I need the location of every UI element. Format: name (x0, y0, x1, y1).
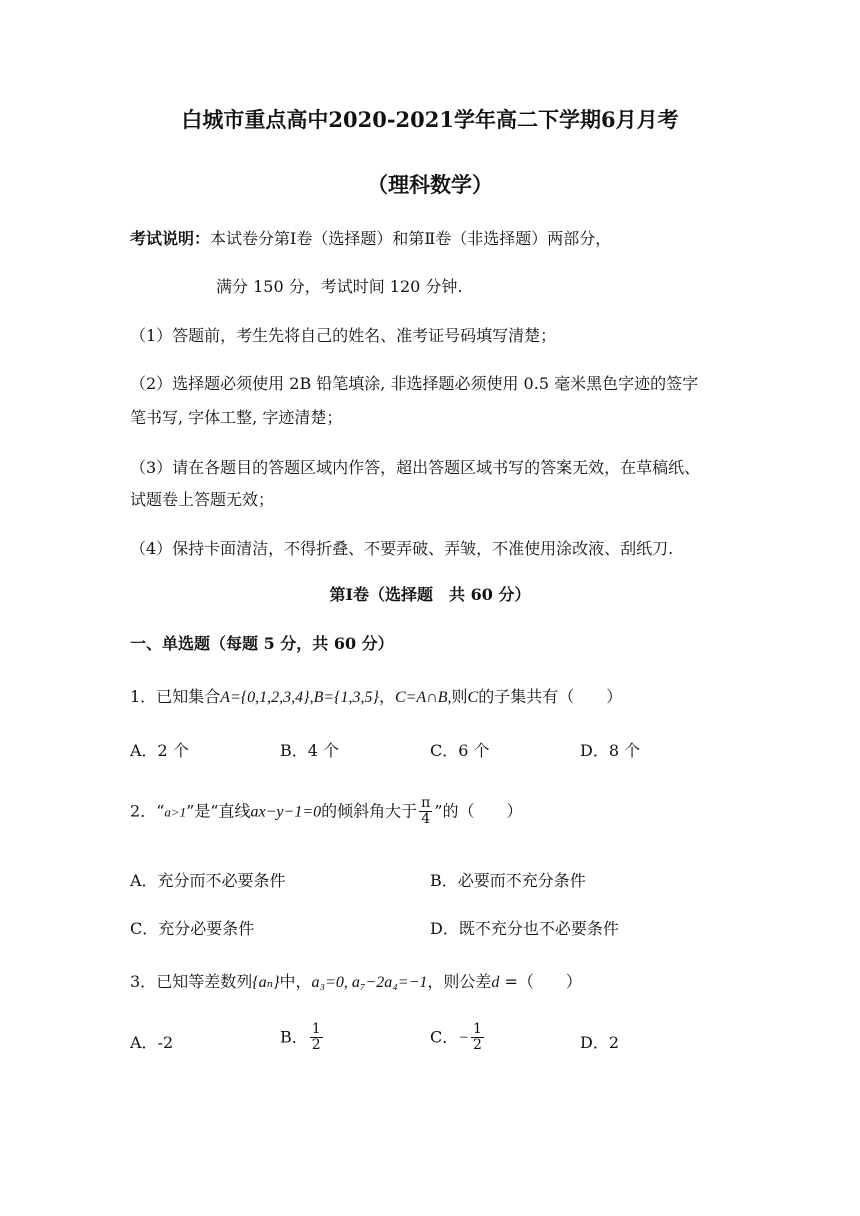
section-heading: 一、单选题（每题 5 分，共 60 分） (130, 634, 394, 653)
instructions-line1 (130, 229, 611, 248)
fraction-one-half (310, 1022, 323, 1054)
question-text: 中， (279, 972, 312, 991)
fraction-denominator: 4 (421, 811, 431, 828)
q3-option-c (430, 1022, 486, 1054)
math-sequence: {aₙ} (252, 974, 280, 991)
fraction-one-half (471, 1022, 484, 1054)
q1-option-c: C．6 个 (430, 741, 490, 760)
math-set-c: C=A∩B, (394, 689, 452, 706)
question-text: =（ ） (499, 972, 582, 991)
option-label: C． (430, 1027, 459, 1047)
question-2 (130, 796, 523, 828)
instructions-line2: 满分 150 分，考试时间 120 分钟. (216, 277, 463, 296)
fraction-numerator: 1 (473, 1021, 482, 1037)
question-1 (130, 687, 622, 707)
question-text: 的子集共有（ ） (478, 687, 623, 706)
instruction-item-4: （4）保持卡面清洁，不得折叠、不要弄破、弄皱，不准使用涂改液、刮纸刀. (130, 539, 674, 558)
math-line-equation: ax−y−1=0 (250, 803, 322, 821)
instruction-item-2b: 笔书写, 字体工整, 字迹清楚； (130, 408, 343, 427)
question-text: ，则公差 (427, 972, 492, 991)
q1-option-a: A．2 个 (130, 741, 189, 760)
question-text: 已知等差数列 (156, 972, 253, 991)
math-var: d (491, 974, 500, 991)
instruction-item-3b: 试题卷上答题无效； (130, 490, 275, 509)
question-3 (130, 972, 582, 992)
question-text: 则 (451, 687, 468, 706)
fraction-denominator: 2 (473, 1037, 482, 1054)
q2-option-d: D．既不充分也不必要条件 (430, 919, 619, 938)
question-number: 1． (130, 687, 157, 706)
question-text: 已知集合 (156, 687, 221, 706)
fraction-pi-over-4 (419, 796, 432, 828)
q2-option-c: C．充分必要条件 (130, 919, 255, 938)
instructions-label: 考试说明： (130, 229, 211, 248)
option-label: B． (280, 1027, 308, 1047)
question-text: “ (156, 801, 165, 821)
q3-option-b (280, 1022, 325, 1054)
q3-option-a: A．-2 (130, 1033, 174, 1052)
minus-sign: − (458, 1029, 470, 1047)
math-condition: a₃=0, a₇−2a₄=−1 (311, 974, 428, 991)
q1-option-b: B．4 个 (280, 741, 340, 760)
question-text: ， (378, 687, 395, 706)
fraction-numerator: π (421, 795, 431, 811)
q3-option-d: D．2 (580, 1033, 620, 1052)
instruction-item-3a: （3）请在各题目的答题区域内作答，超出答题区域书写的答案无效，在草稿纸、 (130, 458, 701, 477)
question-text: ”的（ ） (434, 801, 523, 821)
exam-subtitle: （理科数学） (367, 172, 493, 197)
math-var: C (467, 689, 479, 706)
question-number: 3． (130, 972, 157, 991)
part1-heading: 第Ⅰ卷（选择题 共 60 分） (329, 585, 531, 604)
instruction-item-1: （1）答题前，考生先将自己的姓名、准考证号码填写清楚； (130, 326, 557, 345)
instructions-text: 本试卷分第Ⅰ卷（选择题）和第Ⅱ卷（非选择题）两部分， (210, 229, 612, 248)
q1-option-d: D．8 个 (580, 741, 641, 760)
fraction-denominator: 2 (311, 1037, 321, 1054)
q2-option-b: B．必要而不充分条件 (430, 871, 586, 890)
question-text: ”是“直线 (186, 801, 251, 821)
math-set: A={0,1,2,3,4},B={1,3,5} (220, 689, 379, 706)
math-condition: a>1 (164, 804, 187, 820)
question-text: 的倾斜角大于 (321, 801, 418, 821)
exam-title: 白城市重点高中2020-2021学年高二下学期6月月考 (181, 107, 679, 132)
q2-option-a: A．充分而不必要条件 (130, 871, 286, 890)
question-number: 2． (130, 801, 157, 821)
fraction-numerator: 1 (311, 1021, 321, 1037)
instruction-item-2a: （2）选择题必须使用 2B 铅笔填涂, 非选择题必须使用 0.5 毫米黑色字迹的签字 (130, 374, 699, 393)
